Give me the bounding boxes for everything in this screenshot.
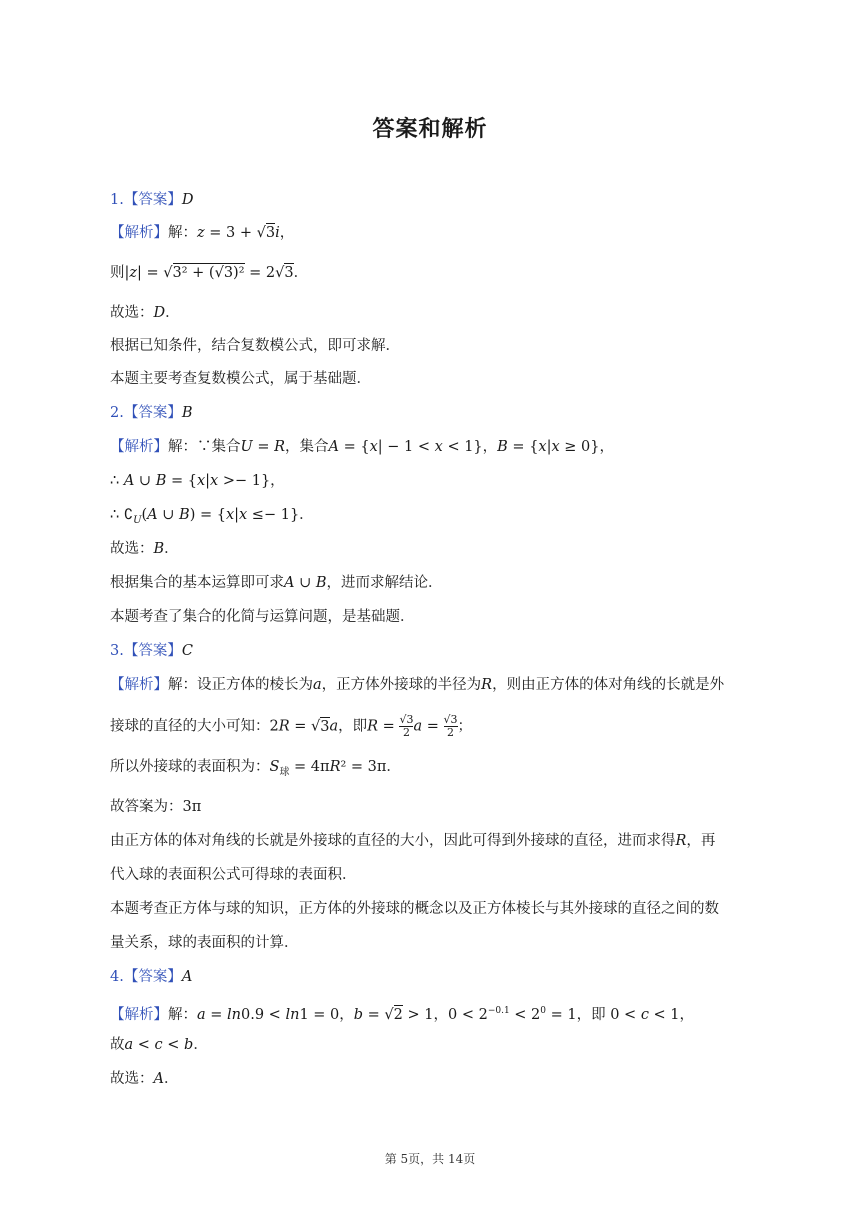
line-3-diameter: 接球的直径的大小可知：2R = √3a，即R = $\frac{√3}{2}$ a = $\frac{√3}{2}$ ；	[110, 713, 473, 739]
analysis-2: 【解析】解：∵集合U = R，集合A = {x| − 1 < x < 1}，B = {x|x ≥ 0}，	[110, 439, 615, 455]
answer-1: 1.【答案】D	[110, 192, 194, 208]
line-1-modulus: 则|z| = √3² + (√3)² = 2√3．	[110, 265, 309, 281]
line-3-method-cont: 代入球的表面积公式可得球的表面积．	[110, 867, 357, 883]
answer-2: 2.【答案】B	[110, 405, 193, 421]
line-4-order: 故a < c < b．	[110, 1037, 208, 1053]
line-2-union: ∴ A ∪ B = {x|x >− 1}，	[110, 473, 285, 489]
analysis-1: 【解析】解：z = 3 + √3i，	[110, 225, 295, 241]
line-3-result: 故答案为：3π	[110, 799, 202, 815]
line-4-choice: 故选：A．	[110, 1071, 179, 1087]
line-3-summary-cont: 量关系，球的表面积的计算．	[110, 935, 299, 951]
page-title: 答案和解析	[372, 117, 488, 142]
line-1-summary: 本题主要考查复数模公式，属于基础题．	[110, 371, 371, 387]
line-2-method: 根据集合的基本运算即可求A ∪ B，进而求解结论．	[110, 575, 443, 591]
line-1-method: 根据已知条件，结合复数模公式，即可求解．	[110, 338, 400, 354]
line-2-complement: ∴ $∁_U(A$ ∪ B) = {x|x ≤− 1}．	[110, 507, 314, 526]
line-2-choice: 故选：B．	[110, 541, 179, 557]
analysis-3: 【解析】解：设正方体的棱长为a，正方体外接球的半径为R，则由正方体的体对角线的长就是外	[110, 677, 725, 693]
analysis-4: 【解析】解：a = ln0.9 < ln1 = 0，b = √2 > 1，$0 < 2^{-0.1} < 2^0 = 1$，即 0 < c < 1，	[110, 1006, 695, 1023]
page-footer: 第 5页，共 14页	[384, 1152, 476, 1166]
line-1-choice: 故选：D．	[110, 305, 180, 321]
line-3-summary: 本题考查正方体与球的知识，正方体的外接球的概念以及正方体棱长与其外接球的直径之间的数	[110, 901, 719, 917]
answer-4: 4.【答案】A	[110, 969, 193, 985]
line-2-summary: 本题考查了集合的化简与运算问题，是基础题．	[110, 609, 415, 625]
line-3-method: 由正方体的体对角线的长就是外接球的直径的大小，因此可得到外接球的直径，进而求得R，再	[110, 833, 716, 849]
line-3-area: 所以外接球的表面积为：$S_球 = 4\pi R^2 = 3\pi$．	[110, 759, 401, 778]
answer-3: 3.【答案】C	[110, 643, 193, 659]
